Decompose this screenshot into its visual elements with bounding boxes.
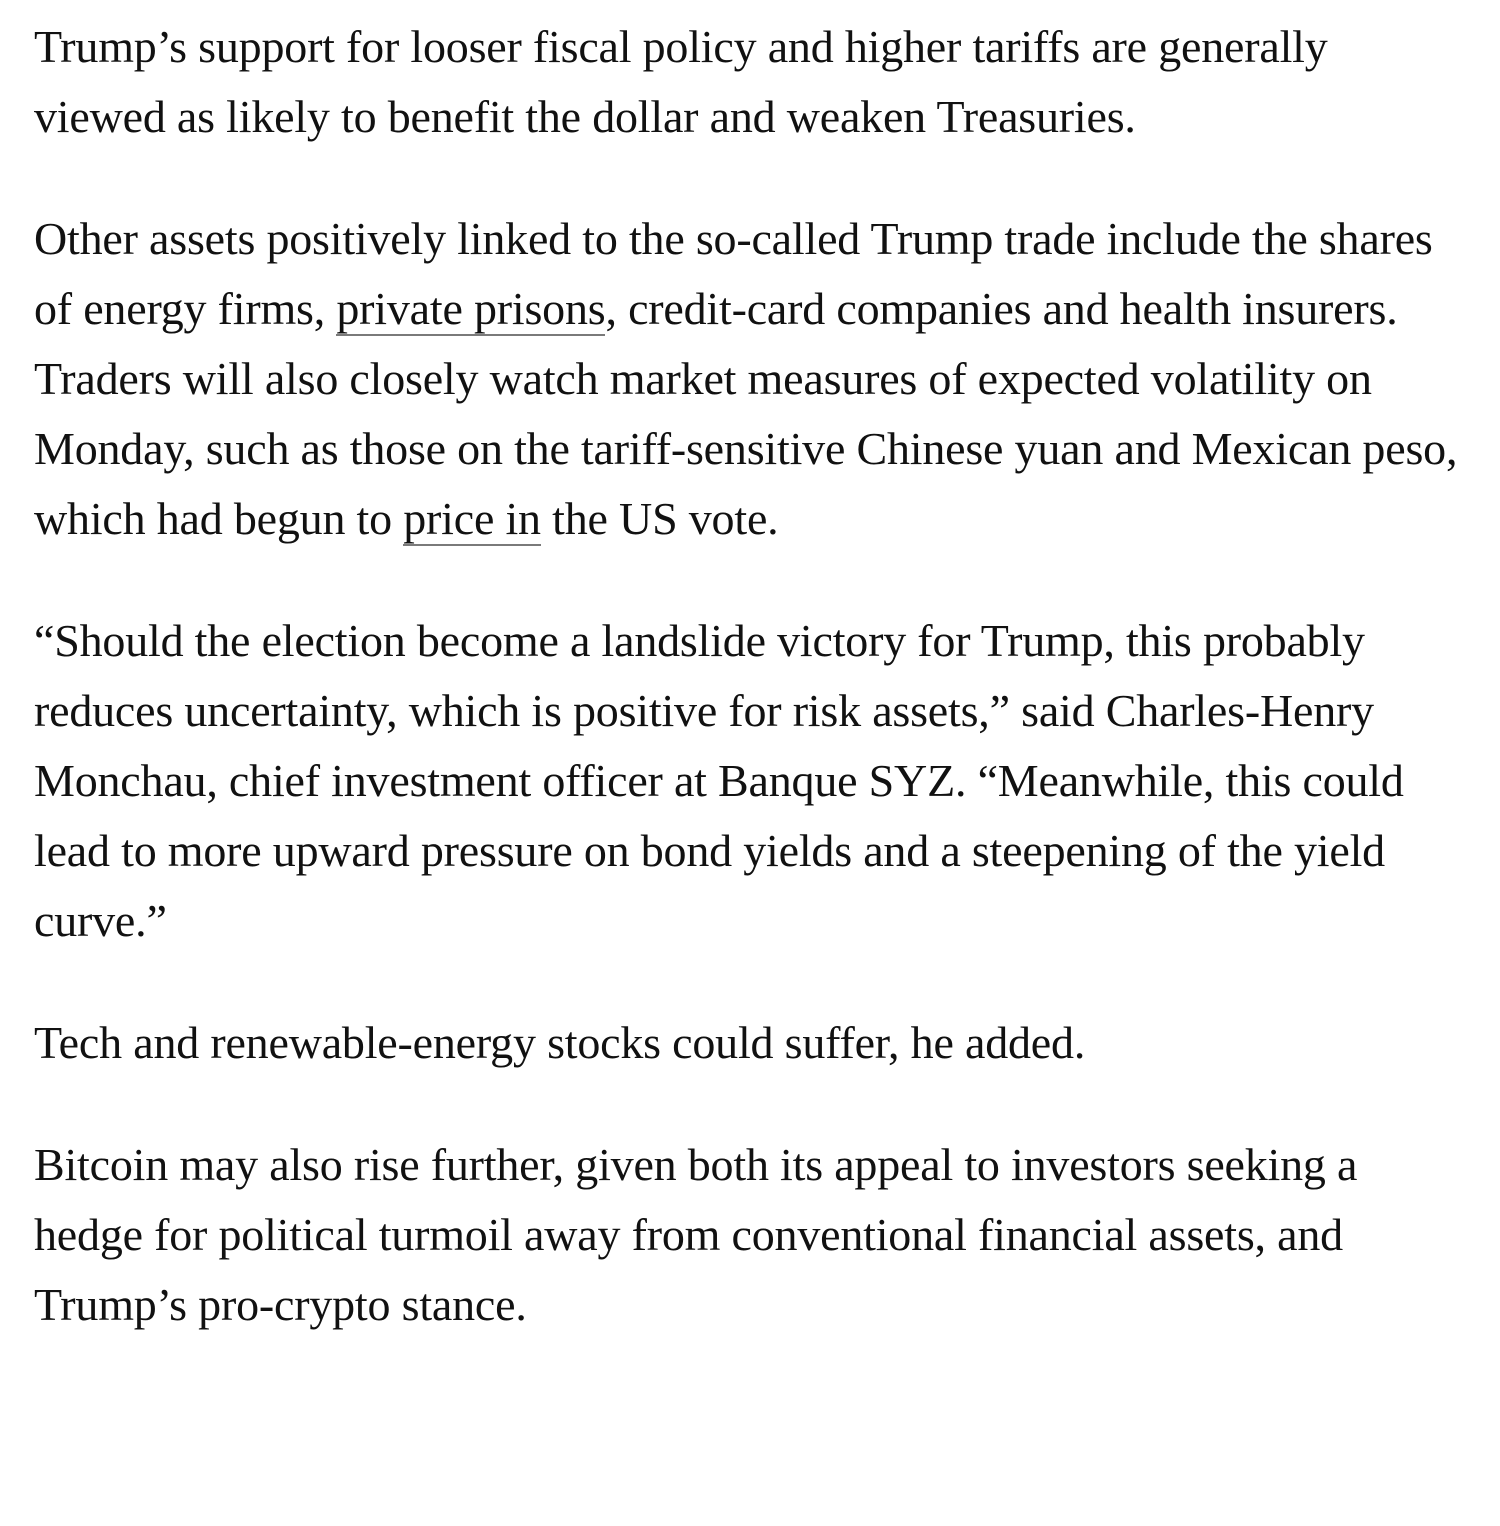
paragraph-monchau-quote: “Should the election become a landslide victory for Trump, this probably reduces uncertainty, which is positive for risk assets,” said Charles-Henry Monchau, chief investment officer at Banque SYZ. “Meanwhile, this could lead to more upward pressure on bond yields and a steepening of the yield curve.” bbox=[34, 615, 1404, 946]
private-prisons-link[interactable]: private prisons bbox=[336, 283, 606, 334]
paragraph-trump-trade-assets bbox=[34, 204, 1466, 554]
paragraph-dollar-treasuries: Trump’s support for looser fiscal policy and higher tariffs are generally viewed as likely to benefit the dollar and weaken Treasuries. bbox=[34, 21, 1328, 142]
paragraph-tech-renewables: Tech and renewable-energy stocks could suffer, he added. bbox=[34, 1017, 1086, 1068]
price-in-link[interactable]: price in bbox=[403, 493, 541, 544]
paragraph-text: Other assets positively linked to the so-called Trump trade include the shares of energy firms, bbox=[34, 213, 1433, 334]
paragraph-text: , credit-card companies and health insurers. Traders will also closely watch market measures of expected volatility on Monday, such as those on the tariff-sensitive Chinese yuan and Mexican peso, which had begun to bbox=[34, 283, 1458, 544]
paragraph-bitcoin: Bitcoin may also rise further, given both its appeal to investors seeking a hedge for political turmoil away from conventional financial assets, and Trump’s pro-crypto stance. bbox=[34, 1139, 1358, 1330]
paragraph-text: the US vote. bbox=[540, 493, 779, 544]
